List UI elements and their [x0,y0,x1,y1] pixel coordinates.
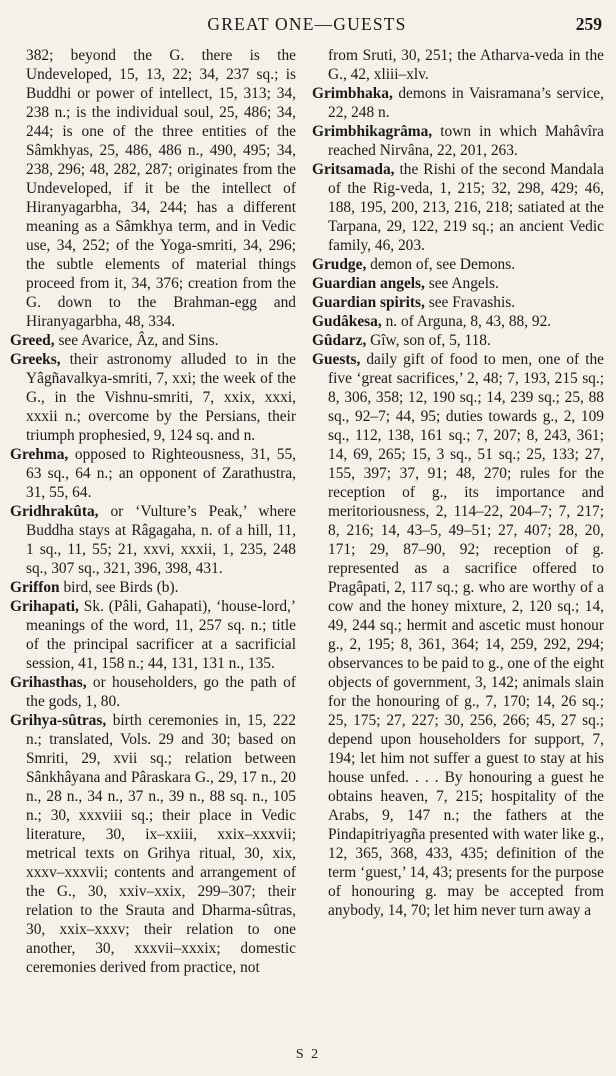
index-entry: Grihapati, Sk. (Pâli, Gahapati), ‘house-lord,’ meanings of the word, 11, 257 sq. n.; title of the principal sacrificer at a sacrificial session, 41, 158 n.; 44, 131, 131 n., 135. [10,598,296,672]
index-entry: Guardian spirits, see Fravashis. [312,294,516,311]
page-header [12,14,602,40]
index-entry: Gridhrakûta, or ‘Vulture’s Peak,’ where Buddha stays at Râgagaha, n. of a hill, 11, 1 sq., 11, 55; 21, xxvi, xxxii, 1, 235, 248 sq., 307 sq., 321, 396, 398, 431. [10,503,296,577]
index-entry: Greed, see Avarice, Âz, and Sins. [10,332,219,349]
index-entry: Grihasthas, or householders, go the path of the gods, 1, 80. [10,674,296,710]
index-entry: Griffon bird, see Birds (b). [10,579,179,596]
running-title: GREAT ONE—GUESTS [207,14,407,34]
index-entry: Greeks, their astronomy alluded to in the Yâgñavalkya-smriti, 7, xxi; the week of the G., in the Vishnu-smriti, 7, xxix, xxxi, xxxii n.; overcome by the Persians, their triumph prophesied, 9, 124 sq. and n. [10,351,296,444]
index-entry: Grihya-sûtras, birth ceremonies in, 15, 222 n.; translated, Vols. 29 and 30; based on Smriti, 29, xvii sq.; relation between Sânkhâyana and Pâraskara G., 29, 17 n., 20 n., 28 n., 34 n., 37 n., 39 n., 88 sq. n., 105 n.; 30, xxxviii sq.; their place in Vedic literature, 30, ix–xxiii, xxix–xxxvii; metrical texts on Grihya ritual, 30, xix, xxxv–xxxvii; contents and arrangement of the G., 30, xxiv–xxix, 299–307; their relation to the Srauta and Dharma-sûtras, 30, xxix–xxxv; their relation to one another, 30, xxxvii–xxxix; domestic ceremonies derived from practice, not [10,712,296,976]
index-entry: 382; beyond the G. there is the Undeveloped, 15, 13, 22; 34, 237 sq.; is Buddhi or power of intellect, 15, 313; 34, 238 n.; is the individual soul, 25, 486; 34, 244; is one of the three entities of the Sâmkhyas, 25, 486, 486 n., 490, 495; 34, 238, 296; 48, 282, 287; originates from the Undeveloped, if it be the intellect of Hiranyagarbha, 34, 244; has a different meaning as a Sâmkhya term, and in Vedic use, 34, 252; of the Yoga-smriti, 34, 296; the subtle elements of material things proceed from it, 34, 376; creation from the G. down to the Brahman-egg and Hiranyagarbha, 48, 334. [26,47,296,330]
index-entry: Grudge, demon of, see Demons. [312,256,516,273]
index-entry: Gritsamada, the Rishi of the second Mandala of the Rig-veda, 1, 215; 32, 298, 429; 46, 188, 195, 200, 213, 216, 218; satiated at the Tarpana, 29, 122, 219 sq.; an ancient Vedic family, 46, 203. [312,161,604,254]
index-entry: Guardian angels, see Angels. [312,275,499,292]
signature-mark: S 2 [295,1047,321,1062]
index-entry: Gudâkesa, n. of Arguna, 8, 43, 88, 92. [312,313,552,330]
page-number: 259 [575,14,602,34]
index-column-left [10,46,296,977]
index-entry: Guests, daily gift of food to men, one of the five ‘great sacrifices,’ 2, 48; 7, 193, 215 sq.; 8, 306, 358; 12, 190 sq.; 14, 239 sq.; 25, 88 sq., 92–7; 44, 95; duties towards g., 2, 109 sq., 112, 138, 161 sq.; 7, 207; 8, 243, 361; 14, 69, 265; 15, 3 sq., 51 sq.; 25, 133; 27, 155, 397; 37, 91; 48, 270; rules for the reception of g., its importance and meritoriousness, 2, 114–22, 204–7; 7, 217; 8, 216; 14, 43–5, 49–51; 27, 407; 28, 20, 171; 29, 87–90, 92; reception of g. represented as a sacrifice offered to Pragâpati, 2, 117 sq.; g. who are worthy of a cow and the honey mixture, 2, 120 sq.; 14, 49, 244 sq.; hermit and ascetic must honour g., 2, 195; 8, 361, 364; 14, 259, 292, 294; observances to be paid to g., one of the eight objects of government, 3, 142; animals slain for the honouring of g., 7, 170; 14, 26 sq.; 25, 175; 27, 227; 30, 256, 266; 45, 27 sq.; depend upon householders for support, 7, 194; let him not suffer a guest to stay at his house unfed. . . . By honouring a guest he obtains heaven, 7, 215; hospitality of the Arabs, 9, 147 n.; the fathers at the Pindapitriyagña presented with water like g., 12, 365, 368, 433, 435; definition of the term ‘guest,’ 14, 43; presents for the purpose of honouring g. may be accepted from anybody, 14, 70; let him never turn away a [312,351,604,919]
index-entry: Grimbhaka, demons in Vaisramana’s service, 22, 248 n. [312,85,604,121]
index-entry: from Sruti, 30, 251; the Atharva-veda in the G., 42, xliii–xlv. [328,47,604,83]
index-entry: Gûdarz, Gîw, son of, 5, 118. [312,332,491,349]
index-entry: Grimbhikagrâma, town in which Mahâvîra reached Nirvâna, 22, 201, 263. [312,123,604,159]
index-entry: Grehma, opposed to Righteousness, 31, 55, 63 sq., 64 n.; an opponent of Zarathustra, 31, 55, 64. [10,446,296,501]
index-column-right [312,46,604,920]
